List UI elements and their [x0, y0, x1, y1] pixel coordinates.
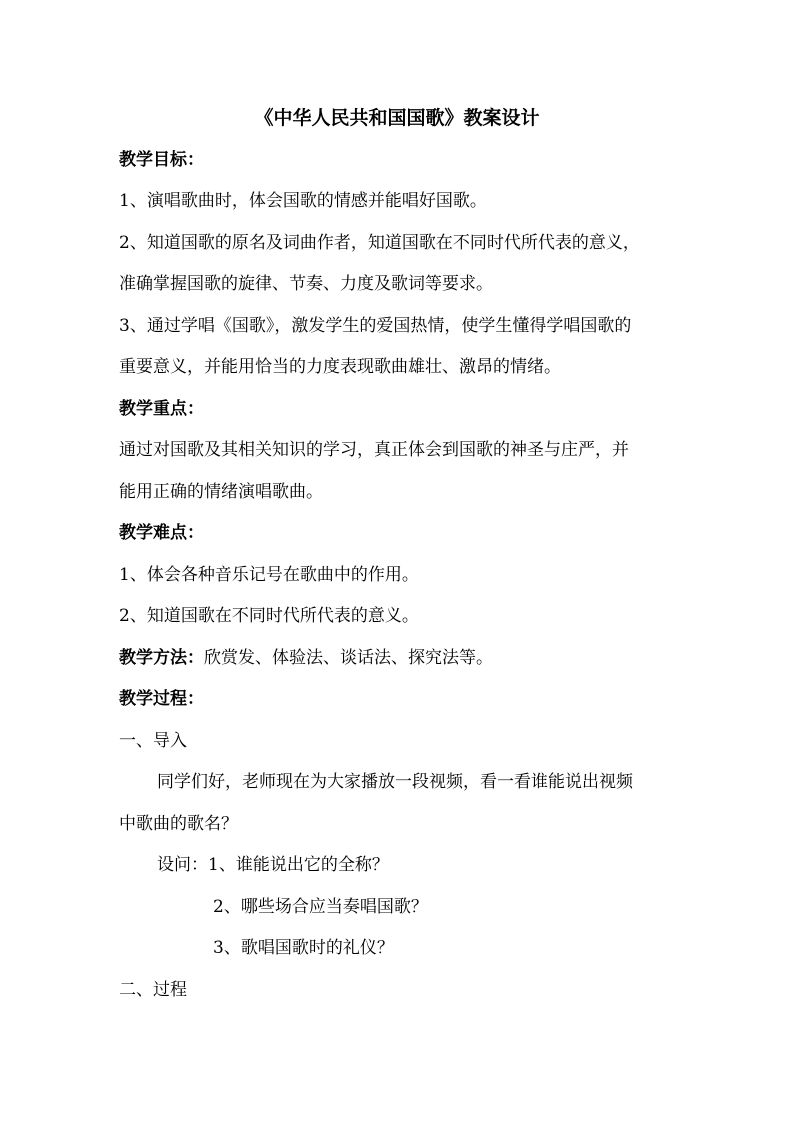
section-process-heading: 二、过程	[119, 980, 187, 1000]
objective-item-1: 1、演唱歌曲时，体会国歌的情感并能唱好国歌。	[119, 191, 487, 211]
question-2: 2、哪些场合应当奏唱国歌？	[213, 897, 428, 917]
objective-item-2-continued: 准确掌握国歌的旋律、节奏、力度及歌词等要求。	[119, 274, 493, 294]
difficulty-item-1: 1、体会各种音乐记号在歌曲中的作用。	[119, 565, 419, 585]
key-points-line-2: 能用正确的情绪演唱歌曲。	[119, 482, 323, 502]
methods-text: 欣赏发、体验法、谈话法、探究法等。	[204, 648, 493, 668]
objective-item-2: 2、知道国歌的原名及词曲作者，知道国歌在不同时代所代表的意义，	[119, 233, 640, 253]
section-intro-heading: 一、导入	[119, 731, 187, 751]
question-1: 设问：1、谁能说出它的全称？	[157, 855, 389, 875]
document-title: 《中华人民共和国国歌》教案设计	[254, 107, 540, 129]
intro-line-1: 同学们好，老师现在为大家播放一段视频，看一看谁能说出视频	[157, 772, 633, 792]
question-3: 3、歌唱国歌时的礼仪？	[213, 938, 394, 958]
methods-line	[119, 647, 493, 669]
difficulties-heading: 教学难点：	[119, 523, 204, 543]
difficulty-item-2: 2、知道国歌在不同时代所代表的意义。	[119, 606, 419, 626]
objective-item-3-continued: 重要意义，并能用恰当的力度表现歌曲雄壮、激昂的情绪。	[119, 357, 561, 377]
intro-line-2: 中歌曲的歌名？	[119, 814, 238, 834]
key-points-heading: 教学重点：	[119, 399, 204, 419]
process-heading: 教学过程：	[119, 689, 204, 709]
key-points-line-1: 通过对国歌及其相关知识的学习，真正体会到国歌的神圣与庄严，并	[119, 440, 629, 460]
objective-item-3: 3、通过学唱《国歌》，激发学生的爱国热情，使学生懂得学唱国歌的	[119, 316, 632, 336]
methods-label: 教学方法：	[119, 648, 204, 668]
objectives-heading: 教学目标：	[119, 150, 204, 170]
